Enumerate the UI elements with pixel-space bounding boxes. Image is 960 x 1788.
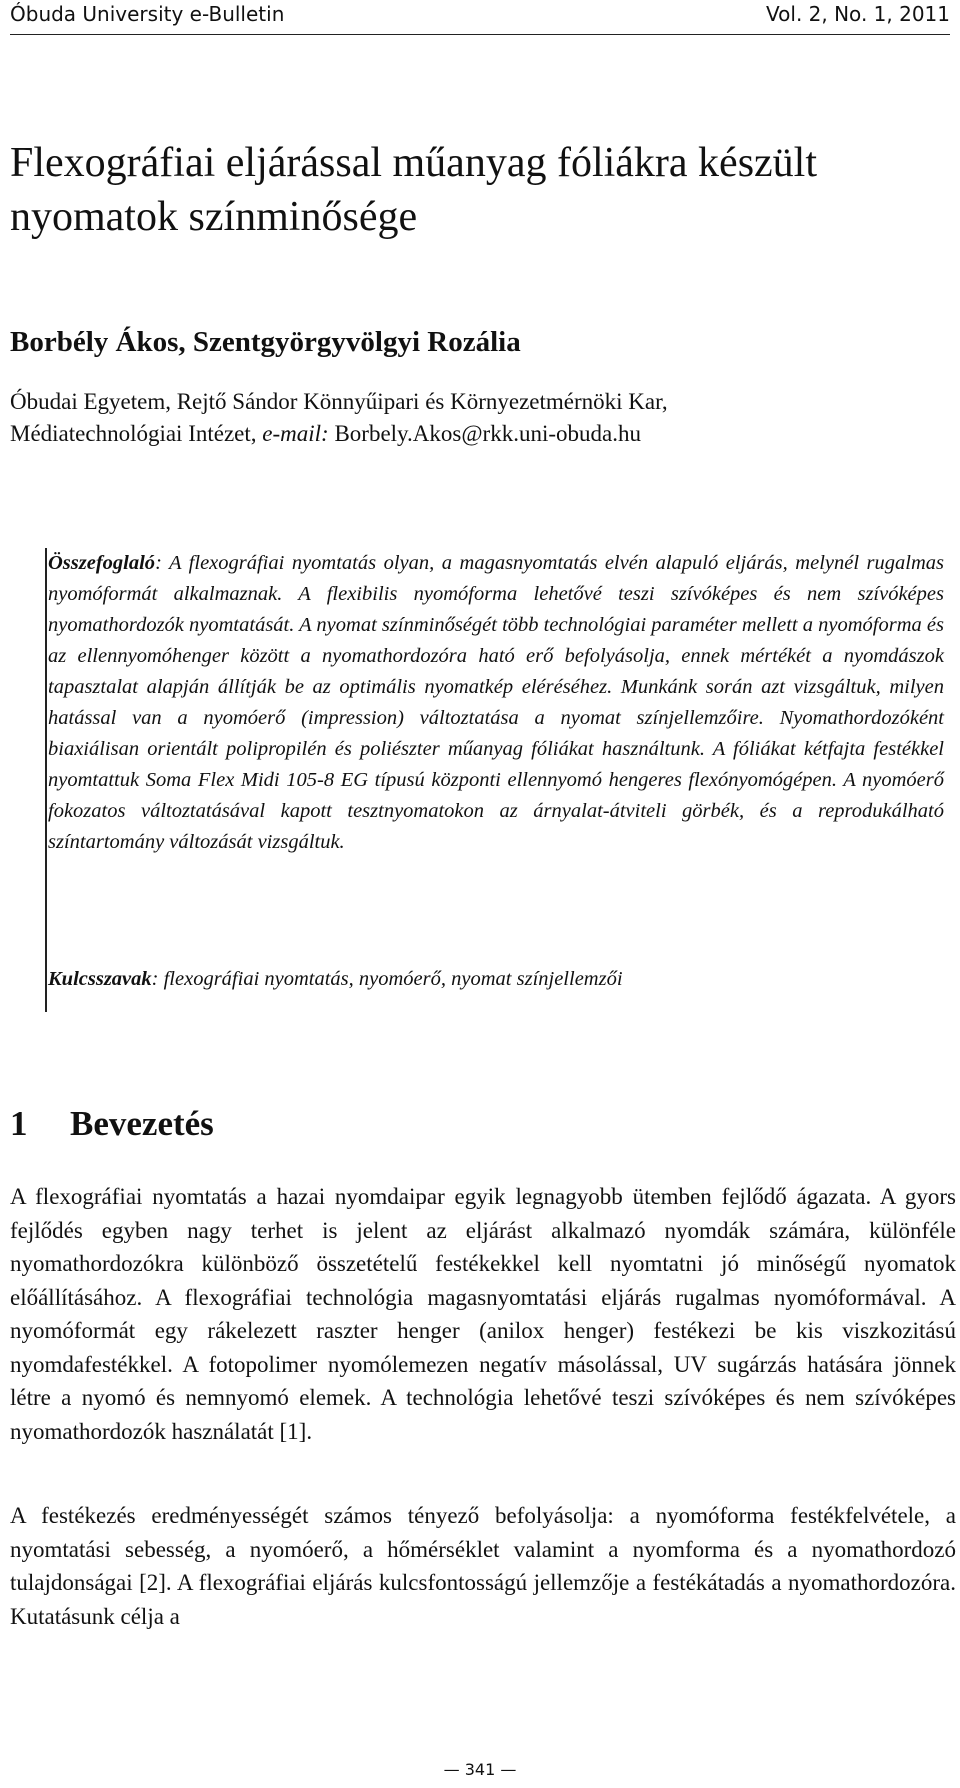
abstract-label: Összefoglaló (48, 552, 156, 574)
volume-info: Vol. 2, No. 1, 2011 (766, 2, 950, 26)
page-number: — 341 — (443, 1760, 517, 1779)
institute: Médiatechnológiai Intézet, (10, 421, 263, 446)
paper-title: Flexográfiai eljárással műanyag fóliákra készült nyomatok színminősége (10, 140, 818, 240)
affiliation (10, 386, 940, 450)
journal-name: Óbuda University e-Bulletin (10, 2, 285, 26)
affiliation-line-1: Óbudai Egyetem, Rejtő Sándor Könnyűipari és Környezetmérnöki Kar, (10, 389, 668, 414)
abstract-text: : A flexográfiai nyomtatás olyan, a magasnyomtatás elvén alapuló eljárás, melynél rugalmas nyomóformát alkalmaznak. A flexibilis nyomóforma lehetővé teszi szívóképes és nem szívóképes nyomathordozók nyomtatását. A nyomat színminőségét több technológiai paraméter mellett a nyomóforma és az ellennyomóhenger között a nyomathordozóra ható erő befolyásolja, ennek mértékét a nyomdászok tapasztalat alapján állítják be az optimális nyomatkép eléréséhez. Munkánk során azt vizsgáltuk, milyen hatással van a nyomóerő (impression) változtatása a nyomat színjellemzőire. Nyomathordozóként biaxiálisan orientált polipropilén és poliészter műanyag fóliákat használtunk. A fóliákat kétfajta festékkel nyomtattuk Soma Flex Midi 105-8 EG típusú központi ellennyomó hengeres flexónyomógépen. A nyomóerő fokozatos változtatásával kapott tesztnyomatokon az árnyalat-átviteli görbék, és a reprodukálható színtartomány változását vizsgáltuk. (48, 552, 944, 853)
section-number: 1 (10, 1104, 28, 1143)
abstract (48, 548, 944, 858)
running-header (10, 0, 950, 35)
section-heading (10, 1104, 214, 1144)
paragraph: A flexográfiai nyomtatás a hazai nyomdaipar egyik legnagyobb ütemben fejlődő ágazata. A gyors fejlődés egyben nagy terhet is jelent az eljárást alkalmazó nyomdák számára, különféle nyomathordozókra különböző összetételű festékekkel kell nyomtatni jó minőségű nyomatok előállításához. A flexográfiai technológia magasnyomtatási eljárás rugalmas nyomóformával. A nyomóformát egy rákelezett raszter henger (anilox henger) festékezi be kis viszkozitású nyomdafestékkel. A fotopolimer nyomólemezen negatív másolással, UV sugárzás hatására jönnek létre a nyomó és nemnyomó elemek. A technológia lehetővé teszi szívóképes és nem szívóképes nyomathordozók használatát [1]. (10, 1184, 956, 1444)
section-title: Bevezetés (70, 1104, 214, 1143)
keywords-text: : flexográfiai nyomtatás, nyomóerő, nyomat színjellemzői (151, 968, 623, 990)
authors: Borbély Ákos, Szentgyörgyvölgyi Rozália (10, 326, 521, 358)
paragraph: A festékezés eredményességét számos tényező befolyásolja: a nyomóforma festékfelvétele, a nyomtatási sebesség, a nyomóerő, a hőmérséklet valamint a nyomforma és a nyomathordozó tulajdonságai [2]. A flexográfiai eljárás kulcsfontosságú jellemzője a festékátadás a nyomathordozóra. Kutatásunk célja a (10, 1503, 956, 1629)
email-address[interactable]: Borbely.Akos@rkk.uni-obuda.hu (328, 421, 641, 446)
affiliation-line-2 (10, 418, 940, 450)
email-label: e-mail: (262, 421, 329, 446)
abstract-rule (45, 548, 47, 1012)
keywords-label: Kulcsszavak (48, 968, 152, 990)
keywords (48, 968, 623, 991)
